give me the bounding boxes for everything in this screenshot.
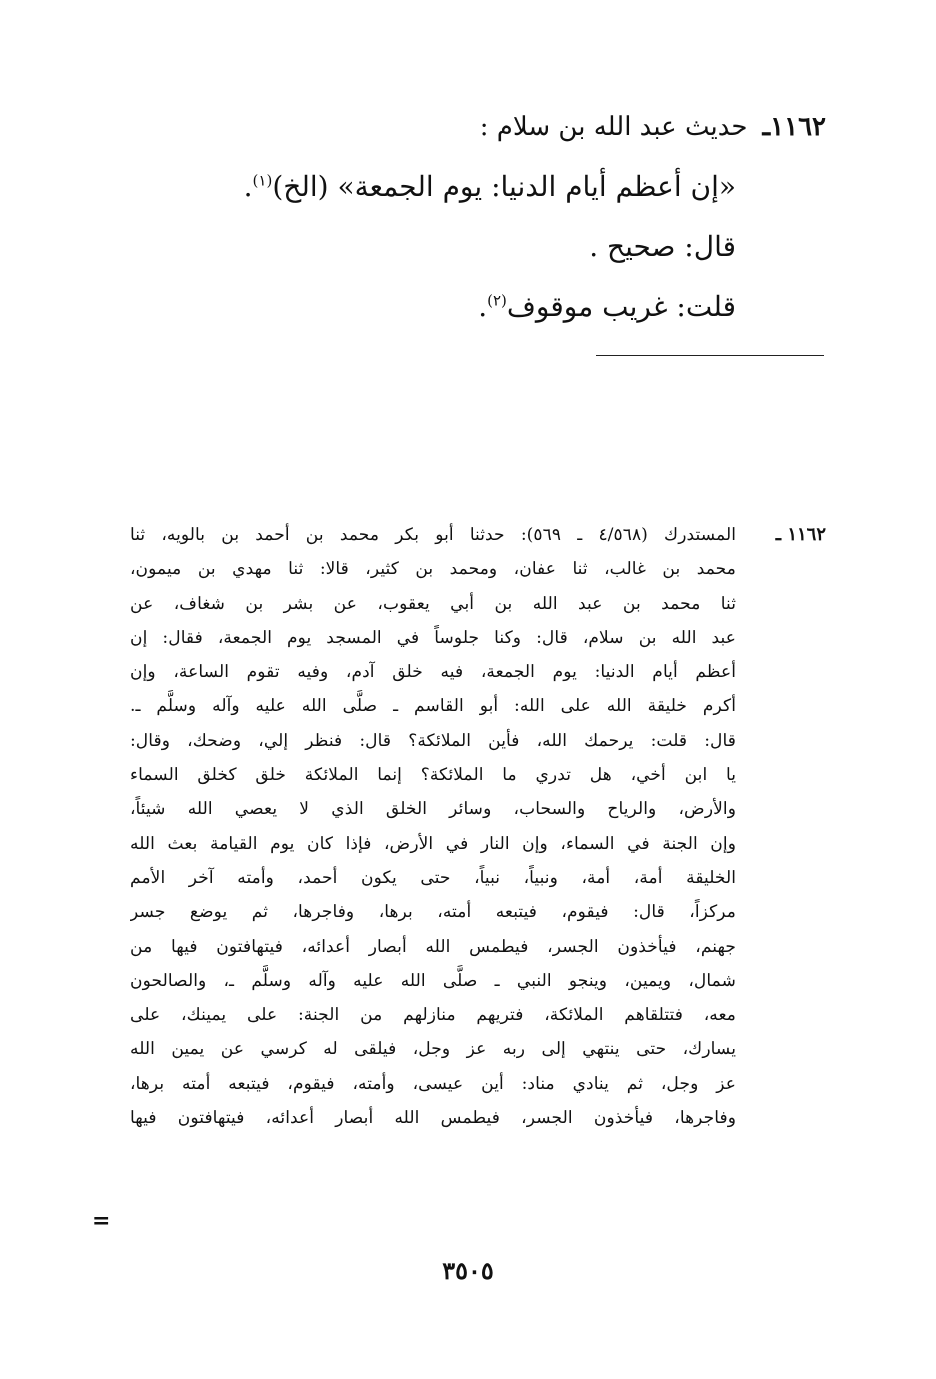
reference-line: جهنم، فيأخذون الجسر، فيطمس الله أبصار أعدائه، فيتهافتون فيها من <box>130 936 736 957</box>
footnote-ref-1: (١) <box>252 171 273 190</box>
author-verdict-end: . <box>478 290 488 323</box>
reference-line: مركزاً، قال: فيقوم، فيتبعه أمته، برها، وفاجرها، ثم يوضع جسر <box>130 902 736 923</box>
reference-line: يا ابن أخي، هل تدري ما الملائكة؟ إنما الملائكة خلق كخلق السماء <box>130 765 736 786</box>
matn-text: «إن أعظم أيام الدنيا: يوم الجمعة» (الخ) <box>272 170 736 203</box>
reference-line: محمد بن غالب، ثنا عفان، ومحمد بن كثير، قالا: ثنا مهدي بن ميمون، <box>130 559 736 580</box>
reference-line: يسارك، حتى ينتهي إلى ربه عز وجل، فيلقى له كرسي عن يمين الله <box>130 1039 736 1060</box>
footnote-ref-2: (٢) <box>487 291 507 310</box>
reference-line: وإن الجنة في السماء، وإن النار في الأرض، فإذا كان يوم القيامة بعث الله <box>130 833 736 854</box>
hadith-title: حديث عبد الله بن سلام : <box>479 112 748 142</box>
hadith-number: ١١٦٢ـ <box>762 112 826 142</box>
reference-line: ثنا محمد بن عبد الله بن أبي يعقوب، عن بشر بن شغاف، عن <box>130 593 736 614</box>
footnote-divider <box>596 355 824 356</box>
reference-text <box>130 518 736 1135</box>
reference-number: ١١٦٢ ـ <box>775 524 826 545</box>
matn-end: . <box>243 170 253 203</box>
reference-line: معه، فتتلقاهم الملائكة، فتريهم منازلهم من الجنة: على يمينك، على <box>130 1005 736 1026</box>
reference-line: المستدرك (٤/٥٦٨ ـ ٥٦٩): حدثنا أبو بكر محمد بن أحمد بن بالويه، ثنا <box>130 525 736 545</box>
author-verdict-text: قلت: غريب موقوف <box>506 290 736 323</box>
reference-line: والأرض، والرياح والسحاب، وسائر الخلق الذي لا يعصي الله شيئاً، <box>130 799 736 820</box>
reference-line: قال: قلت: يرحمك الله، فأين الملائكة؟ قال: فنظر إلي، وضحك، وقال: <box>130 730 736 751</box>
reference-line: أكرم خليقة الله على الله: أبو القاسم ـ صلَّى الله عليه وآله وسلَّم ـ. <box>130 696 736 717</box>
reference-line: أعظم أيام الدنيا: يوم الجمعة، فيه خلق آدم، وفيه تقوم الساعة، وإن <box>130 662 736 683</box>
hakim-verdict: قال: صحيح . <box>589 230 736 263</box>
reference-line: شمال، ويمين، وينجو النبي ـ صلَّى الله عليه وآله وسلَّم ـ، والصالحون <box>130 970 736 991</box>
page-number: ٣٥٠٥ <box>442 1256 494 1285</box>
reference-line: عبد الله بن سلام، قال: وكنا جلوساً في المسجد يوم الجمعة، فقال: إن <box>130 627 736 648</box>
hadith-matn <box>96 162 736 212</box>
reference-line: عز وجل، ثم ينادي مناد: أين عيسى، وأمته، فيقوم، فيتبعه أمته برها، <box>130 1073 736 1094</box>
reference-line: وفاجرها، فيأخذون الجسر، فيطمس الله أبصار أعدائه، فيتهافتون فيها <box>130 1108 736 1129</box>
continuation-mark: = <box>92 1208 111 1234</box>
reference-line: الخليقة أمة، أمة، ونبياً، نبياً، حتى يكون أحمد، وأمته آخر الأمم <box>130 867 736 888</box>
hadith-heading <box>106 102 826 152</box>
author-verdict <box>96 282 736 332</box>
